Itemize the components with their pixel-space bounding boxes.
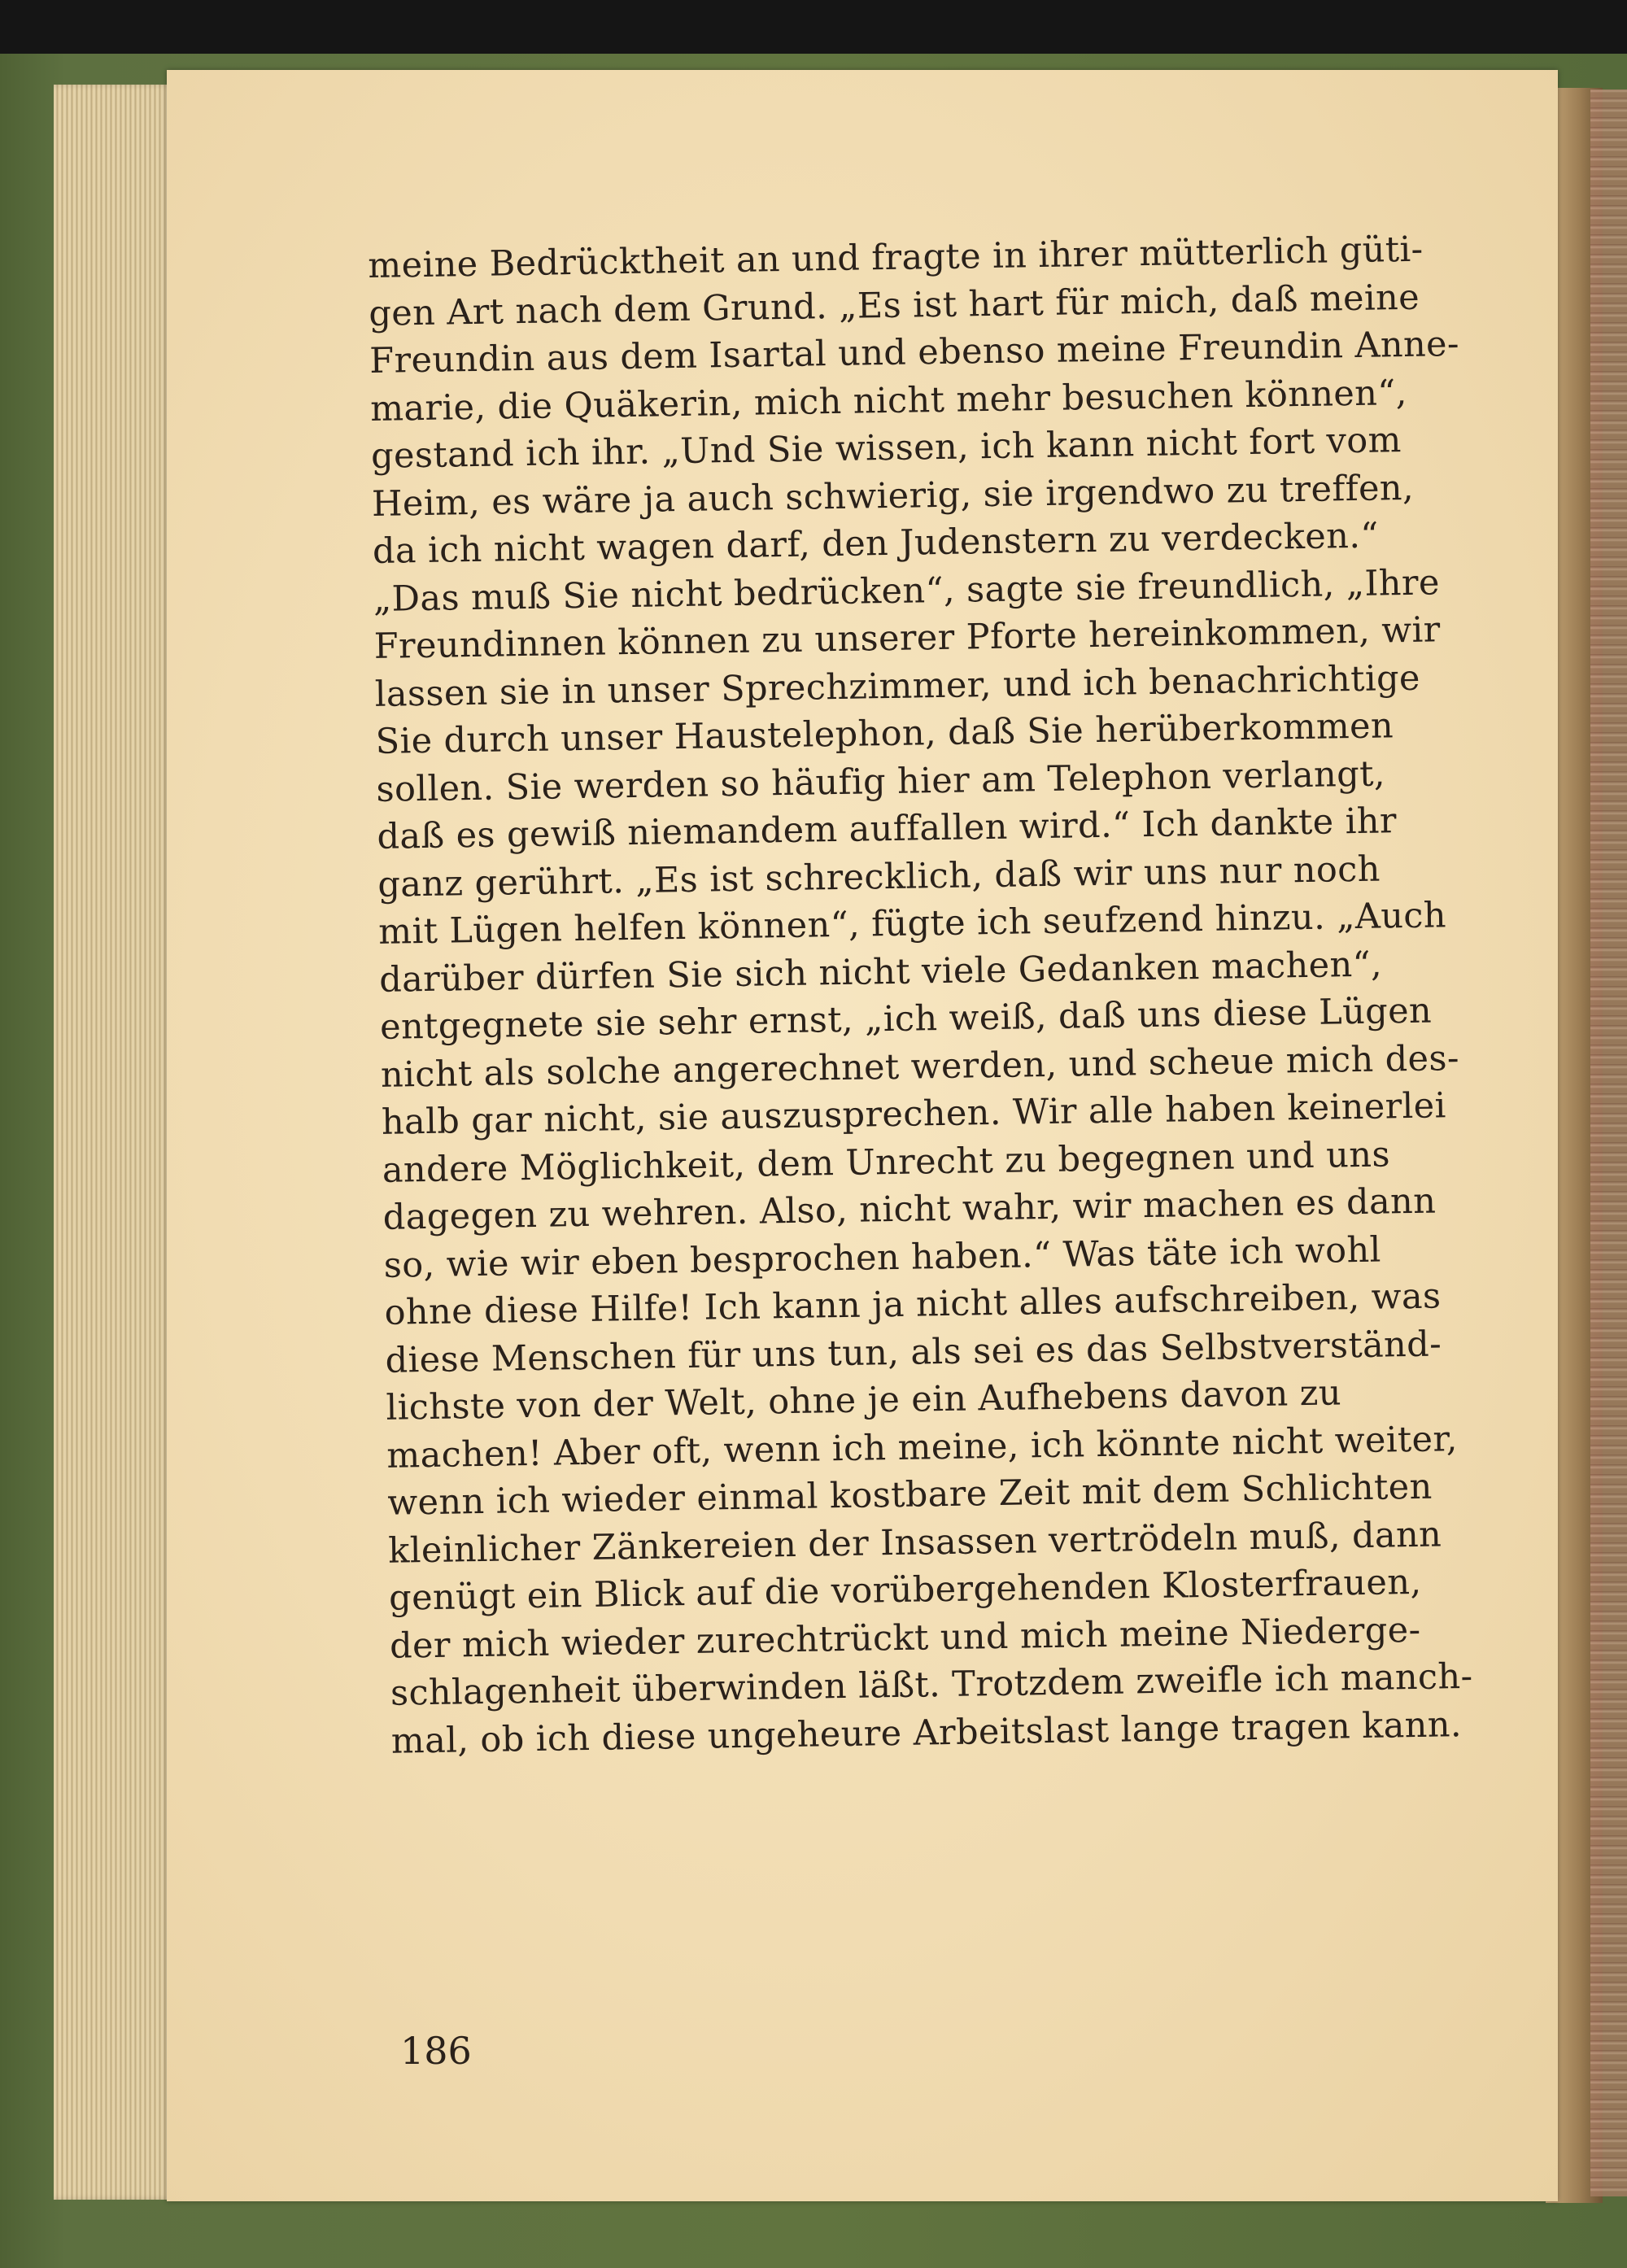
text-line: genügt ein Blick auf die vorübergehenden Klosterfrauen, — [388, 1561, 1422, 1619]
text-line: entgegnete sie sehr ernst, „ich weiß, daß uns diese Lügen — [379, 990, 1433, 1048]
text-line: gestand ich ihr. „Und Sie wissen, ich kann nicht fort vom — [370, 420, 1402, 477]
text-line: da ich nicht wagen darf, den Judenstern zu verdecken.“ — [372, 515, 1380, 572]
text-line: Freundinnen können zu unserer Pforte hereinkommen, wir — [373, 609, 1441, 667]
text-line: mal, ob ich diese ungeheure Arbeitslast lange tragen kann. — [390, 1703, 1463, 1762]
right-page-edge — [1590, 89, 1627, 2196]
text-line: machen! Aber oft, wenn ich meine, ich könnte nicht weiter, — [386, 1418, 1459, 1476]
text-line: gen Art nach dem Grund. „Es ist hart für mich, daß meine — [368, 277, 1420, 334]
text-line: Sie durch unser Haustelephon, daß Sie herüberkommen — [375, 705, 1394, 762]
page-edges — [54, 85, 176, 2200]
text-line: der mich wieder zurechtrückt und mich meine Niederge- — [389, 1609, 1421, 1667]
body-text — [368, 225, 1498, 1765]
text-line: marie, die Quäkerin, mich nicht mehr besuchen können“, — [369, 372, 1408, 430]
text-line: dagegen zu wehren. Also, nicht wahr, wir machen es dann — [382, 1180, 1437, 1238]
page-number: 186 — [400, 2029, 472, 2073]
text-line: meine Bedrücktheit an und fragte in ihrer mütterlich güti- — [368, 229, 1424, 286]
text-line: so, wie wir eben besprochen haben.“ Was täte ich wohl — [383, 1229, 1382, 1286]
text-line: nicht als solche angerechnet werden, und scheue mich des- — [380, 1037, 1460, 1096]
text-line: wenn ich wieder einmal kostbare Zeit mit dem Schlichten — [386, 1466, 1433, 1524]
text-line: andere Möglichkeit, dem Unrecht zu begegnen und uns — [382, 1133, 1391, 1191]
text-line: lassen sie in unser Sprechzimmer, und ich benachrichtige — [374, 657, 1421, 715]
text-line: schlagenheit überwinden läßt. Trotzdem zweifle ich manch- — [390, 1655, 1473, 1714]
text-line: sollen. Sie werden so häufig hier am Telephon verlangt, — [376, 752, 1386, 810]
text-line: daß es gewiß niemandem auffallen wird.“ Ich dankte ihr — [377, 800, 1398, 857]
text-line: mit Lügen helfen können“, fügte ich seufzend hinzu. „Auch — [377, 895, 1447, 953]
text-line: kleinlicher Zänkereien der Insassen vertrödeln muß, dann — [387, 1513, 1442, 1572]
text-line: darüber dürfen Sie sich nicht viele Gedanken machen“, — [378, 944, 1383, 1001]
text-line: ganz gerührt. „Es ist schrecklich, daß wir uns nur noch — [377, 848, 1381, 905]
text-line: diese Menschen für uns tun, als sei es das Selbstverständ- — [385, 1323, 1442, 1381]
text-line: Heim, es wäre ja auch schwierig, sie irgendwo zu treffen, — [371, 467, 1415, 525]
text-line: Freundin aus dem Isartal und ebenso meine Freundin Anne- — [369, 323, 1460, 382]
text-line: „Das muß Sie nicht bedrücken“, sagte sie freundlich, „Ihre — [373, 561, 1441, 620]
text-line: halb gar nicht, sie auszusprechen. Wir alle haben keinerlei — [381, 1085, 1447, 1143]
text-line: ohne diese Hilfe! Ich kann ja nicht alles aufschreiben, was — [384, 1276, 1442, 1333]
text-line: lichste von der Welt, ohne je ein Aufhebens davon zu — [386, 1372, 1342, 1428]
